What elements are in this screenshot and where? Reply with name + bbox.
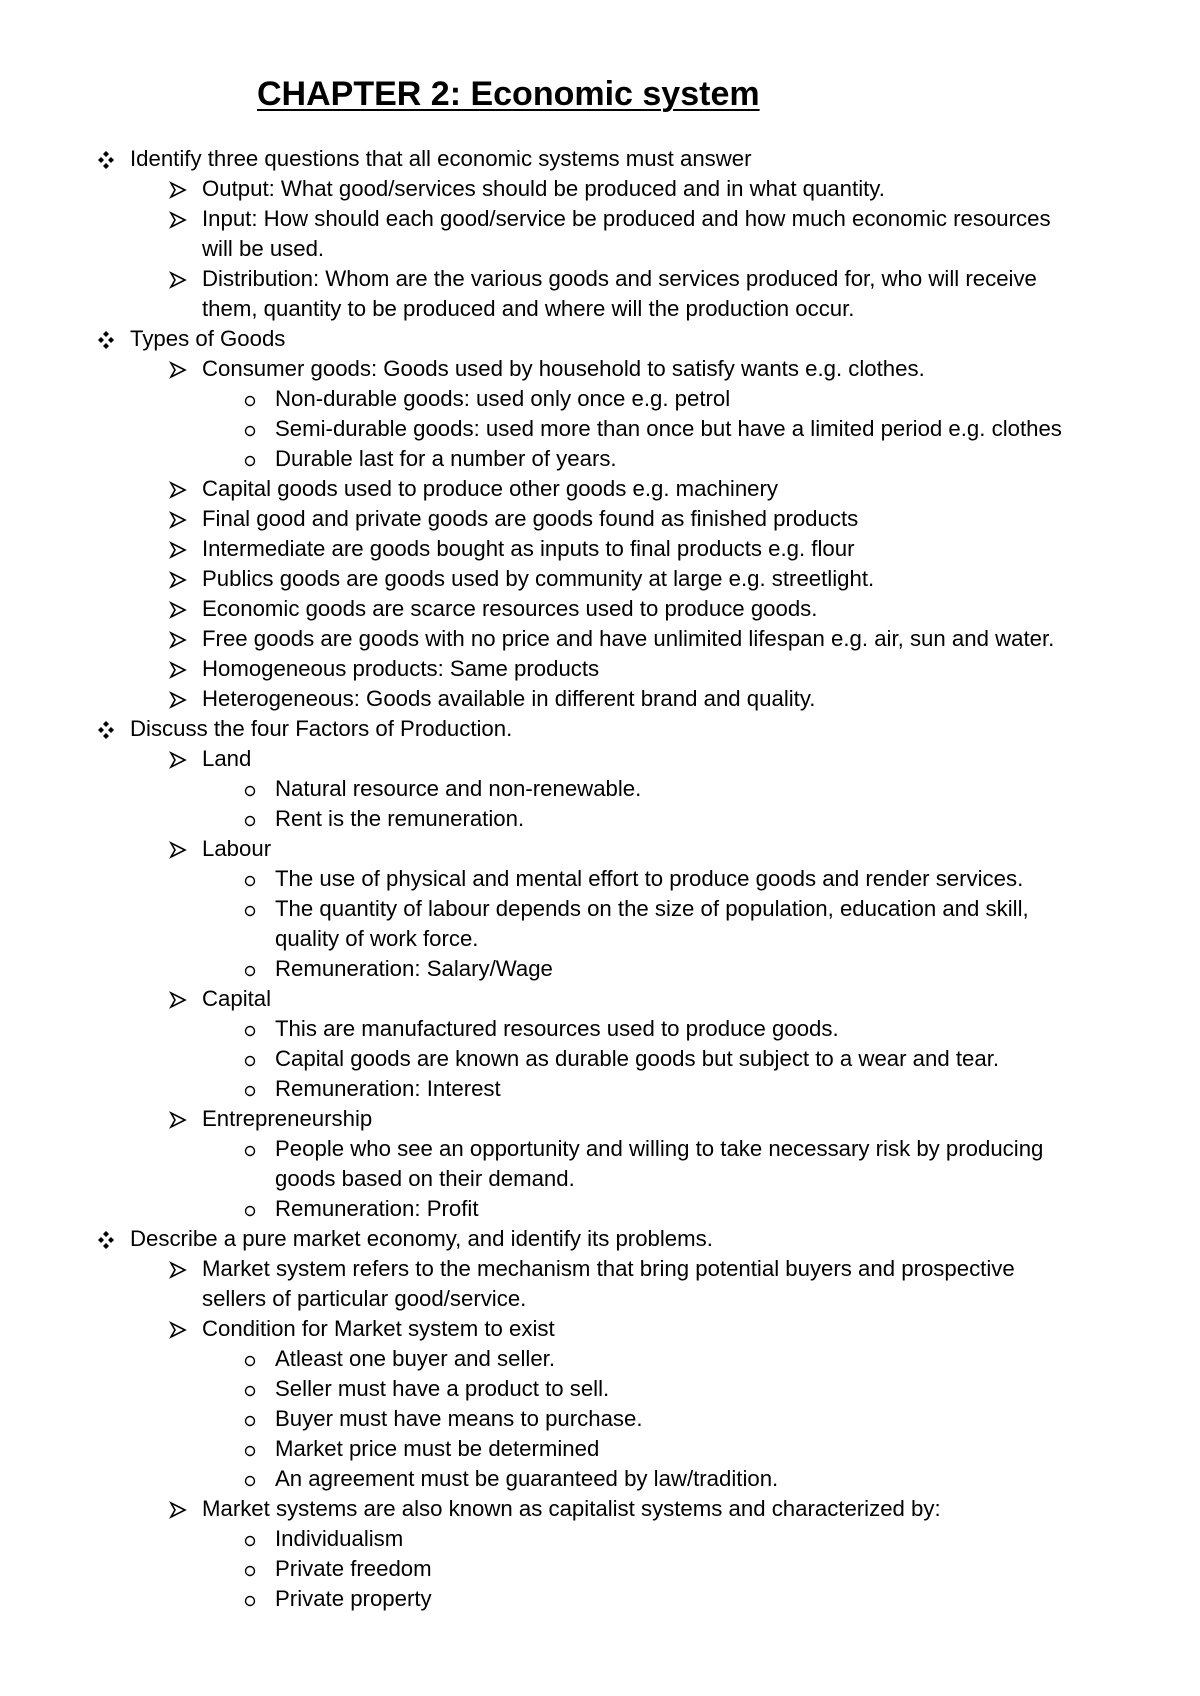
outline-item-level-2 <box>0 654 1200 684</box>
outline-item-text: Market systems are also known as capitalist systems and characterized by: <box>202 1496 941 1521</box>
outline-item-text: Heterogeneous: Goods available in different brand and quality. <box>202 686 816 711</box>
outline-item-level-3 <box>0 1524 1200 1554</box>
page-title: CHAPTER 2: Economic system <box>257 75 760 113</box>
outline-item-text: Durable last for a number of years. <box>275 446 617 471</box>
outline-item-text: Remuneration: Interest <box>275 1076 501 1101</box>
outline-item-continuation <box>0 294 1200 324</box>
arrow-bullet-icon <box>166 1254 190 1284</box>
outline-item-level-3 <box>0 1194 1200 1224</box>
outline-item-level-1 <box>0 714 1200 744</box>
outline-item-text: The use of physical and mental effort to produce goods and render services. <box>275 866 1024 891</box>
circle-bullet-icon <box>238 444 262 474</box>
outline-item-level-3 <box>0 1074 1200 1104</box>
outline-item-level-3 <box>0 444 1200 474</box>
outline-item-text: quality of work force. <box>275 926 479 951</box>
circle-bullet-icon <box>238 1374 262 1404</box>
circle-bullet-icon <box>238 1464 262 1494</box>
circle-bullet-icon <box>238 1044 262 1074</box>
outline-item-text: Remuneration: Salary/Wage <box>275 956 553 981</box>
arrow-bullet-icon <box>166 534 190 564</box>
outline-item-text: Labour <box>202 836 272 861</box>
arrow-bullet-icon <box>166 834 190 864</box>
outline-item-text: Market system refers to the mechanism that bring potential buyers and prospective <box>202 1256 1015 1281</box>
outline-item-level-2 <box>0 564 1200 594</box>
circle-bullet-icon <box>238 1194 262 1224</box>
outline-item-continuation <box>0 1284 1200 1314</box>
outline-item-text: Output: What good/services should be produced and in what quantity. <box>202 176 885 201</box>
outline-item-text: Economic goods are scarce resources used to produce goods. <box>202 596 818 621</box>
arrow-bullet-icon <box>166 624 190 654</box>
outline-item-text: People who see an opportunity and willing to take necessary risk by producing <box>275 1136 1044 1161</box>
outline-item-level-2 <box>0 1254 1200 1284</box>
circle-bullet-icon <box>238 1404 262 1434</box>
circle-bullet-icon <box>238 954 262 984</box>
diamond-bullet-icon <box>94 144 118 174</box>
outline-item-text: Market price must be determined <box>275 1436 600 1461</box>
diamond-bullet-icon <box>94 324 118 354</box>
outline-item-text: Atleast one buyer and seller. <box>275 1346 555 1371</box>
outline-item-text: An agreement must be guaranteed by law/tradition. <box>275 1466 779 1491</box>
arrow-bullet-icon <box>166 1104 190 1134</box>
circle-bullet-icon <box>238 1014 262 1044</box>
outline-item-level-1 <box>0 144 1200 174</box>
outline-item-level-2 <box>0 984 1200 1014</box>
arrow-bullet-icon <box>166 474 190 504</box>
outline-item-level-2 <box>0 1314 1200 1344</box>
diamond-bullet-icon <box>94 714 118 744</box>
outline-item-text: Free goods are goods with no price and have unlimited lifespan e.g. air, sun and water. <box>202 626 1055 651</box>
outline-item-level-3 <box>0 1464 1200 1494</box>
outline-item-level-3 <box>0 804 1200 834</box>
outline-item-text: Intermediate are goods bought as inputs to final products e.g. flour <box>202 536 855 561</box>
outline-item-level-2 <box>0 1104 1200 1134</box>
outline-item-level-3 <box>0 774 1200 804</box>
outline-item-level-3 <box>0 1434 1200 1464</box>
outline-item-text: Input: How should each good/service be produced and how much economic resources <box>202 206 1051 231</box>
outline-item-text: Consumer goods: Goods used by household to satisfy wants e.g. clothes. <box>202 356 925 381</box>
outline-item-level-3 <box>0 1374 1200 1404</box>
circle-bullet-icon <box>238 1074 262 1104</box>
outline-item-level-1 <box>0 324 1200 354</box>
outline-item-continuation <box>0 924 1200 954</box>
outline-item-text: Private property <box>275 1586 432 1611</box>
outline-item-text: Rent is the remuneration. <box>275 806 525 831</box>
arrow-bullet-icon <box>166 354 190 384</box>
outline-item-level-3 <box>0 954 1200 984</box>
outline-item-level-3 <box>0 414 1200 444</box>
outline-item-text: Land <box>202 746 252 771</box>
outline-item-text: Condition for Market system to exist <box>202 1316 555 1341</box>
outline-item-text: Distribution: Whom are the various goods and services produced for, who will receive <box>202 266 1037 291</box>
circle-bullet-icon <box>238 1584 262 1614</box>
outline-item-level-2 <box>0 504 1200 534</box>
outline-item-level-3 <box>0 864 1200 894</box>
outline-item-text: Capital goods used to produce other goods e.g. machinery <box>202 476 779 501</box>
outline-item-continuation <box>0 234 1200 264</box>
outline-item-text: Natural resource and non-renewable. <box>275 776 642 801</box>
outline-item-text: Individualism <box>275 1526 404 1551</box>
outline-item-level-2 <box>0 204 1200 234</box>
outline-item-level-3 <box>0 1134 1200 1164</box>
outline-item-text: Describe a pure market economy, and identify its problems. <box>130 1226 713 1251</box>
arrow-bullet-icon <box>166 984 190 1014</box>
circle-bullet-icon <box>238 1554 262 1584</box>
arrow-bullet-icon <box>166 1494 190 1524</box>
arrow-bullet-icon <box>166 744 190 774</box>
outline-item-text: goods based on their demand. <box>275 1166 575 1191</box>
outline-item-level-2 <box>0 534 1200 564</box>
outline-item-text: Semi-durable goods: used more than once but have a limited period e.g. clothes <box>275 416 1062 441</box>
circle-bullet-icon <box>238 1344 262 1374</box>
circle-bullet-icon <box>238 1524 262 1554</box>
circle-bullet-icon <box>238 414 262 444</box>
outline-list <box>0 144 1200 1614</box>
outline-item-level-3 <box>0 1344 1200 1374</box>
outline-item-text: Discuss the four Factors of Production. <box>130 716 513 741</box>
arrow-bullet-icon <box>166 564 190 594</box>
circle-bullet-icon <box>238 1434 262 1464</box>
outline-item-text: The quantity of labour depends on the size of population, education and skill, <box>275 896 1029 921</box>
circle-bullet-icon <box>238 774 262 804</box>
outline-item-text: will be used. <box>202 236 325 261</box>
diamond-bullet-icon <box>94 1224 118 1254</box>
outline-item-level-3 <box>0 1584 1200 1614</box>
circle-bullet-icon <box>238 804 262 834</box>
outline-item-text: Identify three questions that all economic systems must answer <box>130 146 752 171</box>
outline-item-text: Seller must have a product to sell. <box>275 1376 610 1401</box>
outline-item-level-1 <box>0 1224 1200 1254</box>
outline-item-text: them, quantity to be produced and where will the production occur. <box>202 296 855 321</box>
outline-item-continuation <box>0 1164 1200 1194</box>
arrow-bullet-icon <box>166 684 190 714</box>
outline-item-level-3 <box>0 1554 1200 1584</box>
arrow-bullet-icon <box>166 1314 190 1344</box>
outline-item-level-3 <box>0 384 1200 414</box>
outline-item-text: sellers of particular good/service. <box>202 1286 527 1311</box>
outline-item-level-3 <box>0 894 1200 924</box>
outline-item-level-2 <box>0 474 1200 504</box>
outline-item-level-2 <box>0 744 1200 774</box>
outline-item-level-2 <box>0 1494 1200 1524</box>
arrow-bullet-icon <box>166 264 190 294</box>
outline-item-level-2 <box>0 354 1200 384</box>
circle-bullet-icon <box>238 894 262 924</box>
outline-item-level-2 <box>0 624 1200 654</box>
outline-item-level-2 <box>0 834 1200 864</box>
outline-item-text: Types of Goods <box>130 326 286 351</box>
outline-item-level-3 <box>0 1404 1200 1434</box>
outline-item-level-2 <box>0 594 1200 624</box>
outline-item-text: Capital goods are known as durable goods but subject to a wear and tear. <box>275 1046 1000 1071</box>
circle-bullet-icon <box>238 384 262 414</box>
outline-item-text: Publics goods are goods used by community at large e.g. streetlight. <box>202 566 875 591</box>
circle-bullet-icon <box>238 1134 262 1164</box>
circle-bullet-icon <box>238 864 262 894</box>
outline-item-text: Remuneration: Profit <box>275 1196 479 1221</box>
outline-item-level-3 <box>0 1014 1200 1044</box>
outline-item-text: Final good and private goods are goods found as finished products <box>202 506 859 531</box>
outline-item-level-2 <box>0 684 1200 714</box>
arrow-bullet-icon <box>166 174 190 204</box>
outline-item-text: Private freedom <box>275 1556 432 1581</box>
outline-item-text: Homogeneous products: Same products <box>202 656 600 681</box>
outline-item-text: Buyer must have means to purchase. <box>275 1406 643 1431</box>
arrow-bullet-icon <box>166 204 190 234</box>
outline-item-level-2 <box>0 174 1200 204</box>
arrow-bullet-icon <box>166 654 190 684</box>
outline-item-text: Capital <box>202 986 272 1011</box>
arrow-bullet-icon <box>166 594 190 624</box>
outline-item-level-3 <box>0 1044 1200 1074</box>
outline-item-level-2 <box>0 264 1200 294</box>
outline-item-text: This are manufactured resources used to produce goods. <box>275 1016 839 1041</box>
outline-item-text: Non-durable goods: used only once e.g. petrol <box>275 386 731 411</box>
arrow-bullet-icon <box>166 504 190 534</box>
outline-item-text: Entrepreneurship <box>202 1106 373 1131</box>
